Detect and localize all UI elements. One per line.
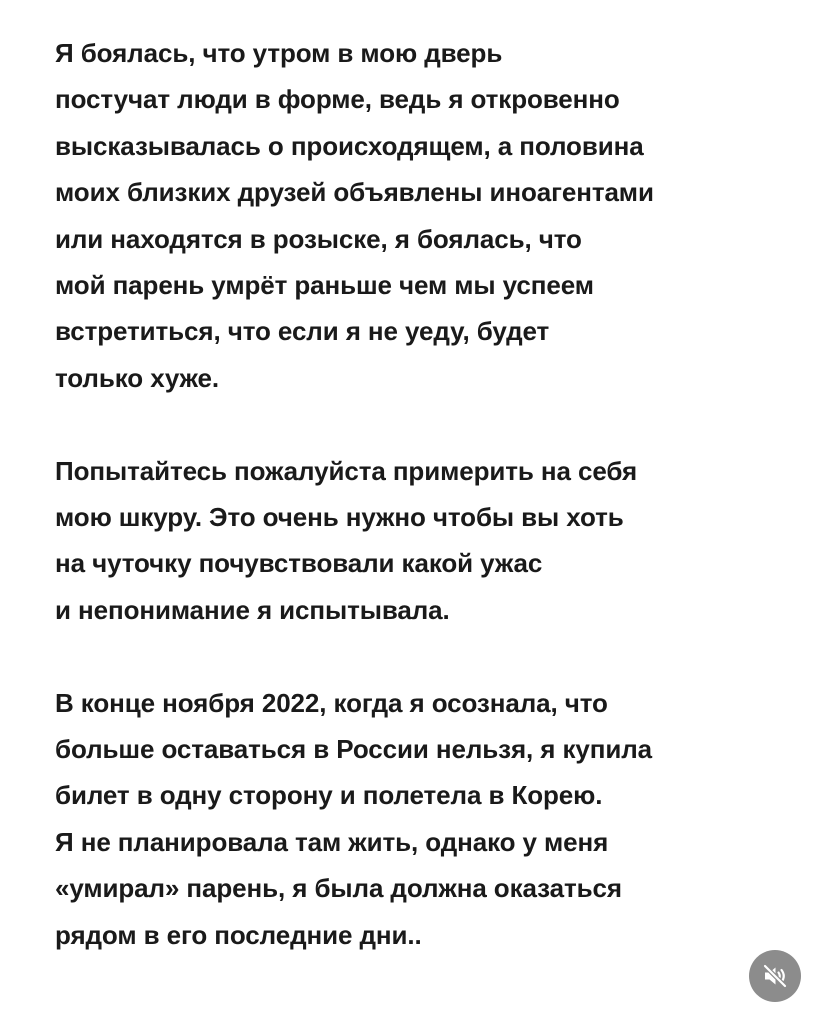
- text-line: моих близких друзей объявлены иноагентами: [55, 177, 654, 208]
- paragraph-gap: [55, 401, 815, 447]
- text-line: только хуже.: [55, 362, 220, 393]
- paragraph-2: [55, 448, 815, 634]
- text-line: или находятся в розыске, я боялась, что: [55, 223, 582, 254]
- text-line: В конце ноября 2022, когда я осознала, что: [55, 687, 608, 718]
- text-line: и непонимание я испытывала.: [55, 594, 450, 625]
- paragraph-gap: [55, 633, 815, 679]
- mute-toggle-button[interactable]: [749, 950, 801, 1002]
- text-line: постучат люди в форме, ведь я откровенно: [55, 84, 620, 115]
- text-line: мой парень умрёт раньше чем мы успеем: [55, 270, 594, 301]
- speaker-muted-icon: [761, 962, 789, 990]
- text-line: больше оставаться в России нельзя, я купила: [55, 734, 653, 765]
- text-line: «умирал» парень, я была должна оказаться: [55, 873, 622, 904]
- text-line: билет в одну сторону и полетела в Корею.: [55, 780, 603, 811]
- text-line: Попытайтесь пожалуйста примерить на себя: [55, 455, 638, 486]
- text-line: Я боялась, что утром в мою дверь: [55, 38, 503, 68]
- text-line: мою шкуру. Это очень нужно чтобы вы хоть: [55, 502, 624, 533]
- text-line: встретиться, что если я не уеду, будет: [55, 316, 550, 347]
- paragraph-3: [55, 680, 815, 958]
- text-line: на чуточку почувствовали какой ужас: [55, 548, 543, 579]
- story-text: [55, 30, 815, 958]
- text-line: рядом в его последние дни..: [55, 919, 422, 950]
- paragraph-1: [55, 30, 815, 401]
- text-line: Я не планировала там жить, однако у меня: [55, 826, 609, 857]
- text-line: высказывалась о происходящем, а половина: [55, 130, 644, 161]
